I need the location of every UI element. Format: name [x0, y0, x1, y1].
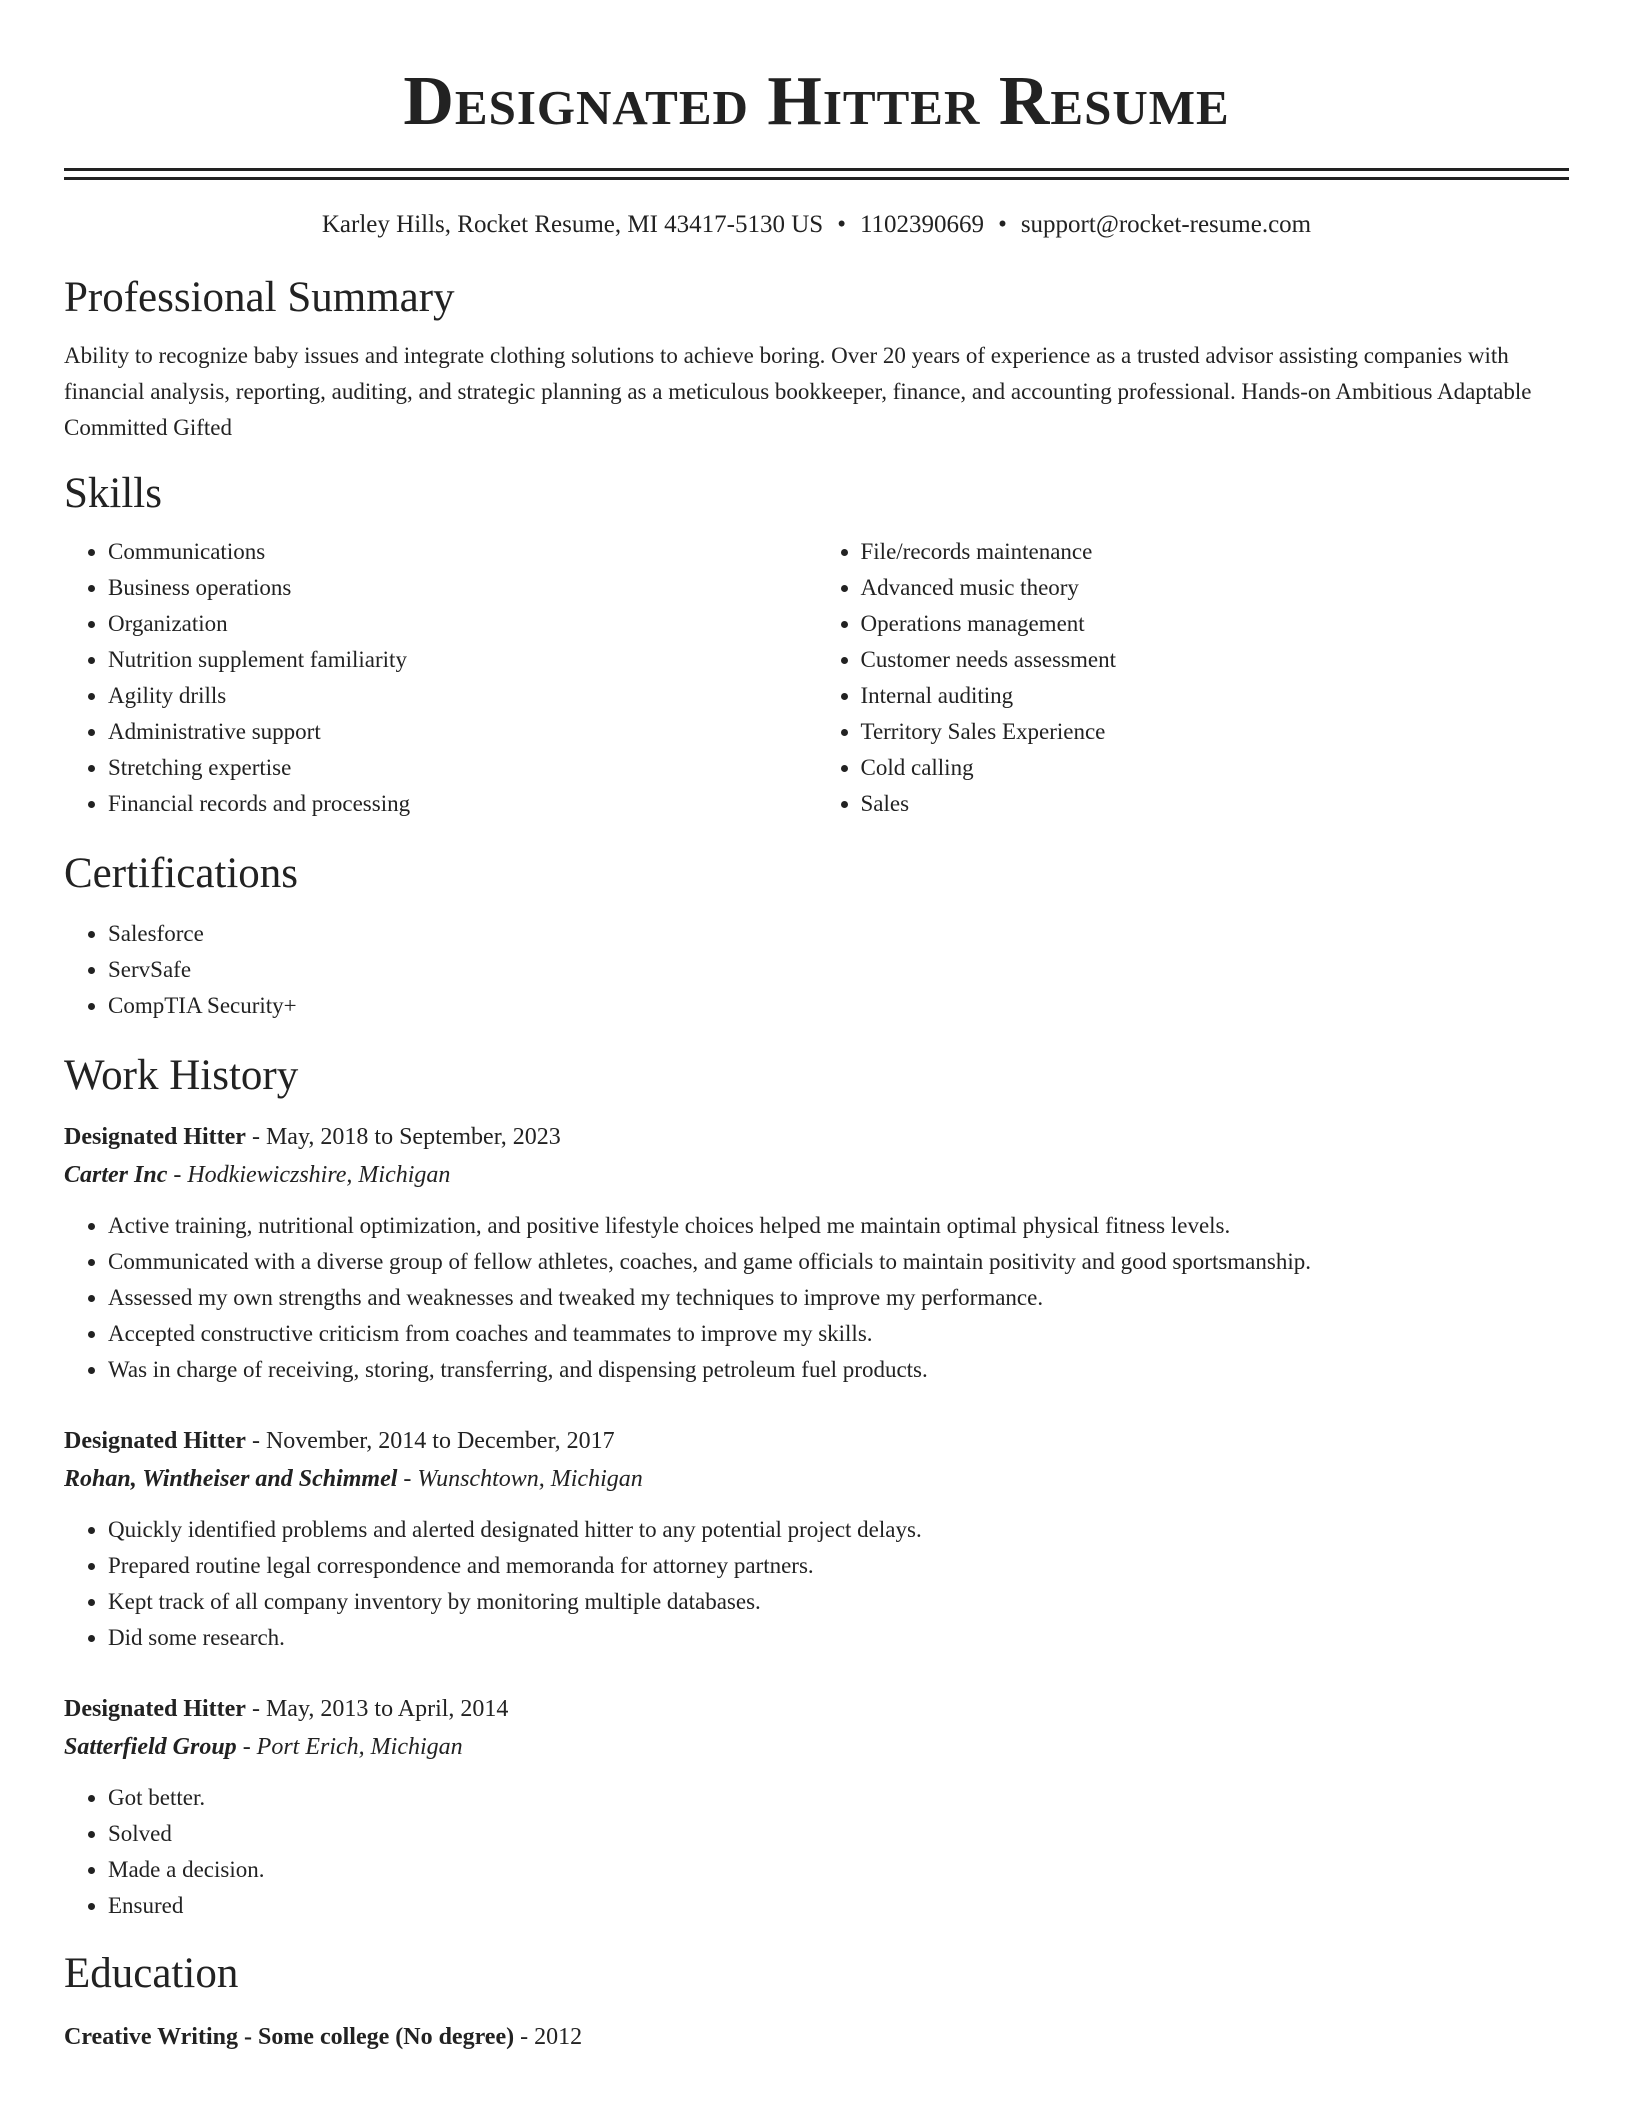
company-line — [64, 1156, 1569, 1194]
job-entry — [64, 1118, 1569, 1388]
contact-phone: 1102390669 — [859, 211, 985, 238]
skill-item: • Internal auditing — [861, 678, 1570, 714]
job-title: Designated Hitter — [64, 1696, 246, 1722]
resume-page — [64, 0, 1569, 2056]
skills-heading: Skills — [64, 470, 162, 517]
skill-item: • File/records maintenance — [861, 534, 1570, 570]
job-bullets — [64, 1780, 1569, 1924]
company-name: Carter Inc — [64, 1162, 168, 1188]
skill-item: • Cold calling — [861, 750, 1570, 786]
job-dates: - May, 2018 to September, 2023 — [245, 1124, 561, 1150]
contact-separator: • — [998, 211, 1007, 238]
job-bullet: • Was in charge of receiving, storing, transferring, and dispensing petroleum fuel products. — [108, 1352, 1569, 1388]
title-divider-bottom — [64, 177, 1569, 180]
skill-item: • Financial records and processing — [108, 786, 817, 822]
job-bullet: • Kept track of all company inventory by monitoring multiple databases. — [108, 1584, 1569, 1620]
certifications-list — [64, 916, 1569, 1024]
skills-columns — [64, 534, 1569, 822]
contact-separator: • — [837, 211, 846, 238]
job-dates: - May, 2013 to April, 2014 — [245, 1696, 509, 1722]
title-divider-top — [64, 168, 1569, 171]
company-location: - Hodkiewiczshire, Michigan — [167, 1162, 451, 1188]
skill-item: • Agility drills — [108, 678, 817, 714]
job-title-line — [64, 1422, 1569, 1460]
education-degree: Creative Writing - Some college (No degree) — [64, 2024, 515, 2050]
job-bullet: • Active training, nutritional optimization, and positive lifestyle choices helped me maintain optimal physical fitness levels. — [108, 1208, 1569, 1244]
job-title: Designated Hitter — [64, 1124, 246, 1150]
job-bullet: • Ensured — [108, 1888, 1569, 1924]
skill-item: • Territory Sales Experience — [861, 714, 1570, 750]
job-bullet: • Assessed my own strengths and weaknesses and tweaked my techniques to improve my performance. — [108, 1280, 1569, 1316]
certification-item: • ServSafe — [108, 952, 1569, 988]
contact-address: Karley Hills, Rocket Resume, MI 43417-5130 US — [321, 211, 824, 238]
job-title: Designated Hitter — [64, 1428, 246, 1454]
job-bullet: • Prepared routine legal correspondence and memoranda for attorney partners. — [108, 1548, 1569, 1584]
resume-title: Designated Hitter Resume — [403, 63, 1230, 140]
job-bullet: • Got better. — [108, 1780, 1569, 1816]
skill-item: • Sales — [861, 786, 1570, 822]
skill-item: • Stretching expertise — [108, 750, 817, 786]
skill-item: • Customer needs assessment — [861, 642, 1570, 678]
job-entry — [64, 1690, 1569, 1924]
job-bullet: • Solved — [108, 1816, 1569, 1852]
company-name: Satterfield Group — [64, 1734, 237, 1760]
company-line — [64, 1460, 1569, 1498]
job-bullets — [64, 1512, 1569, 1656]
certification-item: • CompTIA Security+ — [108, 988, 1569, 1024]
summary-text: Ability to recognize baby issues and integrate clothing solutions to achieve boring. Over 20 years of experience as a trusted advisor assisting companies with financial analysis, reporting, auditing, and strategic planning as a meticulous bookkeeper, finance, and accounting professional. Hands-on Ambitious Adaptable Committed Gifted — [64, 343, 1532, 440]
job-bullet: • Accepted constructive criticism from coaches and teammates to improve my skills. — [108, 1316, 1569, 1352]
job-dates: - November, 2014 to December, 2017 — [245, 1428, 615, 1454]
work-history-heading: Work History — [64, 1052, 299, 1099]
job-entry — [64, 1422, 1569, 1656]
summary-heading: Professional Summary — [64, 274, 455, 321]
skill-item: • Advanced music theory — [861, 570, 1570, 606]
contact-email: support@rocket-resume.com — [1020, 211, 1312, 238]
company-location: - Port Erich, Michigan — [236, 1734, 463, 1760]
skills-list-right — [817, 534, 1570, 822]
skills-list-left — [64, 534, 817, 822]
job-bullet: • Did some research. — [108, 1620, 1569, 1656]
job-bullet: • Communicated with a diverse group of fellow athletes, coaches, and game officials to maintain positivity and good sportsmanship. — [108, 1244, 1569, 1280]
contact-line — [64, 208, 1569, 242]
job-title-line — [64, 1118, 1569, 1156]
certifications-heading: Certifications — [64, 850, 299, 897]
education-line — [64, 2018, 1569, 2056]
company-location: - Wunschtown, Michigan — [397, 1466, 643, 1492]
certification-item: • Salesforce — [108, 916, 1569, 952]
job-bullet: • Made a decision. — [108, 1852, 1569, 1888]
skill-item: • Communications — [108, 534, 817, 570]
skill-item: • Business operations — [108, 570, 817, 606]
skill-item: • Nutrition supplement familiarity — [108, 642, 817, 678]
skill-item: • Organization — [108, 606, 817, 642]
education-heading: Education — [64, 1950, 239, 1997]
job-bullets — [64, 1208, 1569, 1388]
skill-item: • Operations management — [861, 606, 1570, 642]
company-name: Rohan, Wintheiser and Schimmel — [64, 1466, 398, 1492]
job-title-line — [64, 1690, 1569, 1728]
skill-item: • Administrative support — [108, 714, 817, 750]
company-line — [64, 1728, 1569, 1766]
education-year: - 2012 — [514, 2024, 583, 2050]
job-bullet: • Quickly identified problems and alerted designated hitter to any potential project delays. — [108, 1512, 1569, 1548]
